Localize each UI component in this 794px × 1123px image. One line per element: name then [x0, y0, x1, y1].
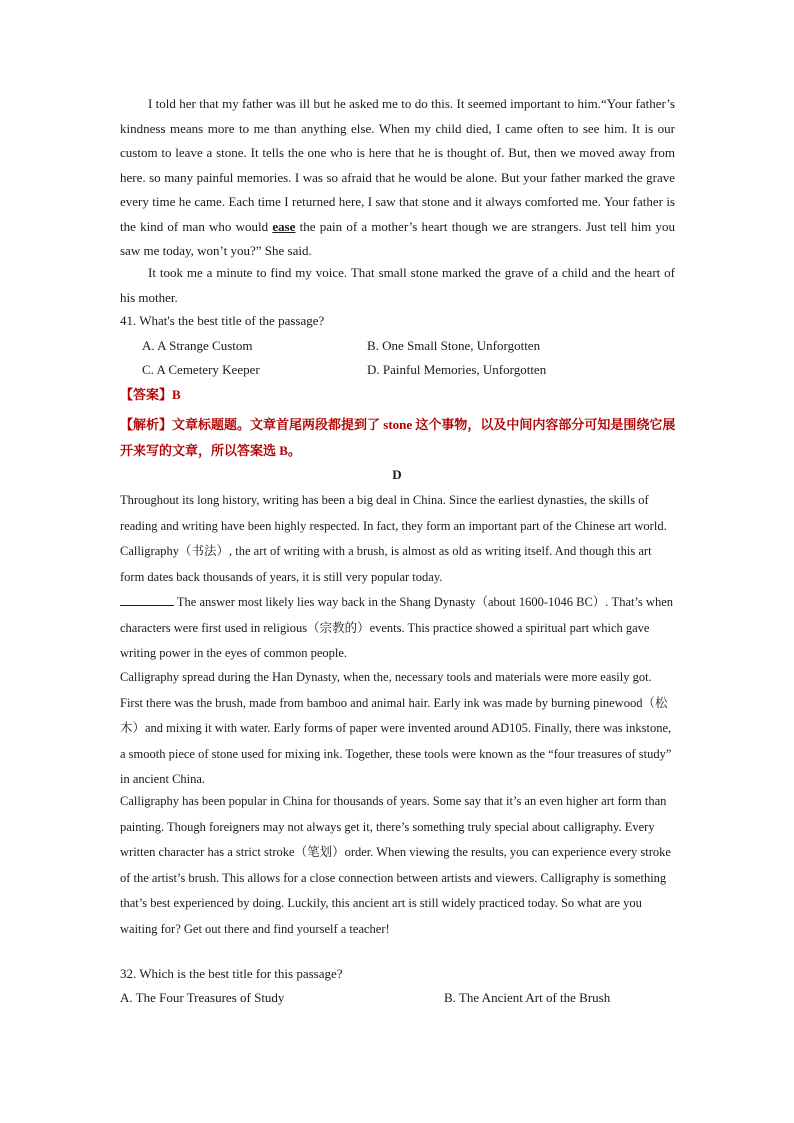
answer-line — [120, 385, 181, 405]
story-paragraph-2: It took me a minute to find my voice. That small stone marked the grave of a child and the heart of his mother. — [120, 265, 675, 305]
answer-value: B — [172, 387, 181, 402]
emphasized-word: ease — [272, 218, 296, 234]
passage-d-paragraph-2: Calligraphy spread during the Han Dynasty, when the, necessary tools and materials were more easily got. First there was the brush, made from bamboo and animal hair. Early ink was made by burning pinewood（松木）and mixing it with water. Early forms of paper were invented around AD105. Finally, there was inkstone, a smooth piece of stone used for mixing ink. Together, these tools were known as the “four treasures of study” in ancient China. — [120, 670, 672, 786]
passage-d-paragraph-1 — [120, 488, 676, 667]
paragraph-text: Throughout its long history, writing has been a big deal in China. Since the earliest dynasties, the skills of reading and writing have been highly respected. In fact, they form an important part of the Chinese art world. Calligraphy（书法）, the art of writing with a brush, is almost as old as writing itself. And though this art form dates back thousands of years, it is still very popular today. — [120, 493, 667, 584]
option-32-a: A. The Four Treasures of Study — [120, 990, 285, 1005]
option-41-b: B. One Small Stone, Unforgotten — [367, 338, 541, 353]
option-41-d: D. Painful Memories, Unforgotten — [367, 362, 547, 377]
paragraph-text: the pain of a mother’s heart though we are strangers. Just tell him you saw me today, won’t you?” She said. — [120, 218, 675, 258]
answer-blank — [120, 593, 174, 606]
paragraph-text: The answer most likely lies way back in the Shang Dynasty（about 1600-1046 BC）. That’s when characters were first used in religious（宗教的）events. This practice showed a spiritual part which gave writing power in the eyes of common people. — [120, 595, 673, 660]
question-32: 32. Which is the best title for this passage? — [120, 966, 343, 981]
answer-label: 【答案】 — [120, 387, 173, 402]
story-paragraph-1 — [120, 92, 675, 264]
option-41-c: C. A Cemetery Keeper — [142, 362, 260, 377]
section-heading: D — [392, 467, 402, 482]
question-41: 41. What's the best title of the passage? — [120, 313, 325, 328]
analysis-label: 【解析】 — [120, 417, 173, 432]
paragraph-text: I told her that my father was ill but he asked me to do this. It seemed important to him.“Your father’s kindness means more to me than anything else. When my child died, I came often to see him. It is our custom to leave a stone. It tells the one who is here that he is thought of. But, then we moved away from here. so many painful memories. I was so afraid that he would be alone. But your father marked the grave every time he came. Each time I returned here, I saw that stone and it always comforted me. Your father is the kind of man who would — [120, 96, 675, 234]
analysis-line — [120, 412, 680, 464]
passage-d-paragraph-3: Calligraphy has been popular in China for thousands of years. Some say that it’s an even higher art form than painting. Though foreigners may not always get it, there’s something truly special about calligraphy. Every written character has a strict stroke（笔划）order. When viewing the results, you can experience every stroke of the artist’s brush. This allows for a close connection between artists and viewers. Calligraphy is something that’s best experienced by doing. Luckily, this ancient art is still widely practiced today. So what are you waiting for? Get out there and find yourself a teacher! — [120, 794, 671, 936]
option-32-b: B. The Ancient Art of the Brush — [444, 990, 611, 1005]
analysis-text: 文章标题题。文章首尾两段都提到了 stone 这个事物，以及中间内容部分可知是围绕它展开来写的文章，所以答案选 B。 — [120, 417, 676, 458]
option-41-a: A. A Strange Custom — [142, 338, 253, 353]
